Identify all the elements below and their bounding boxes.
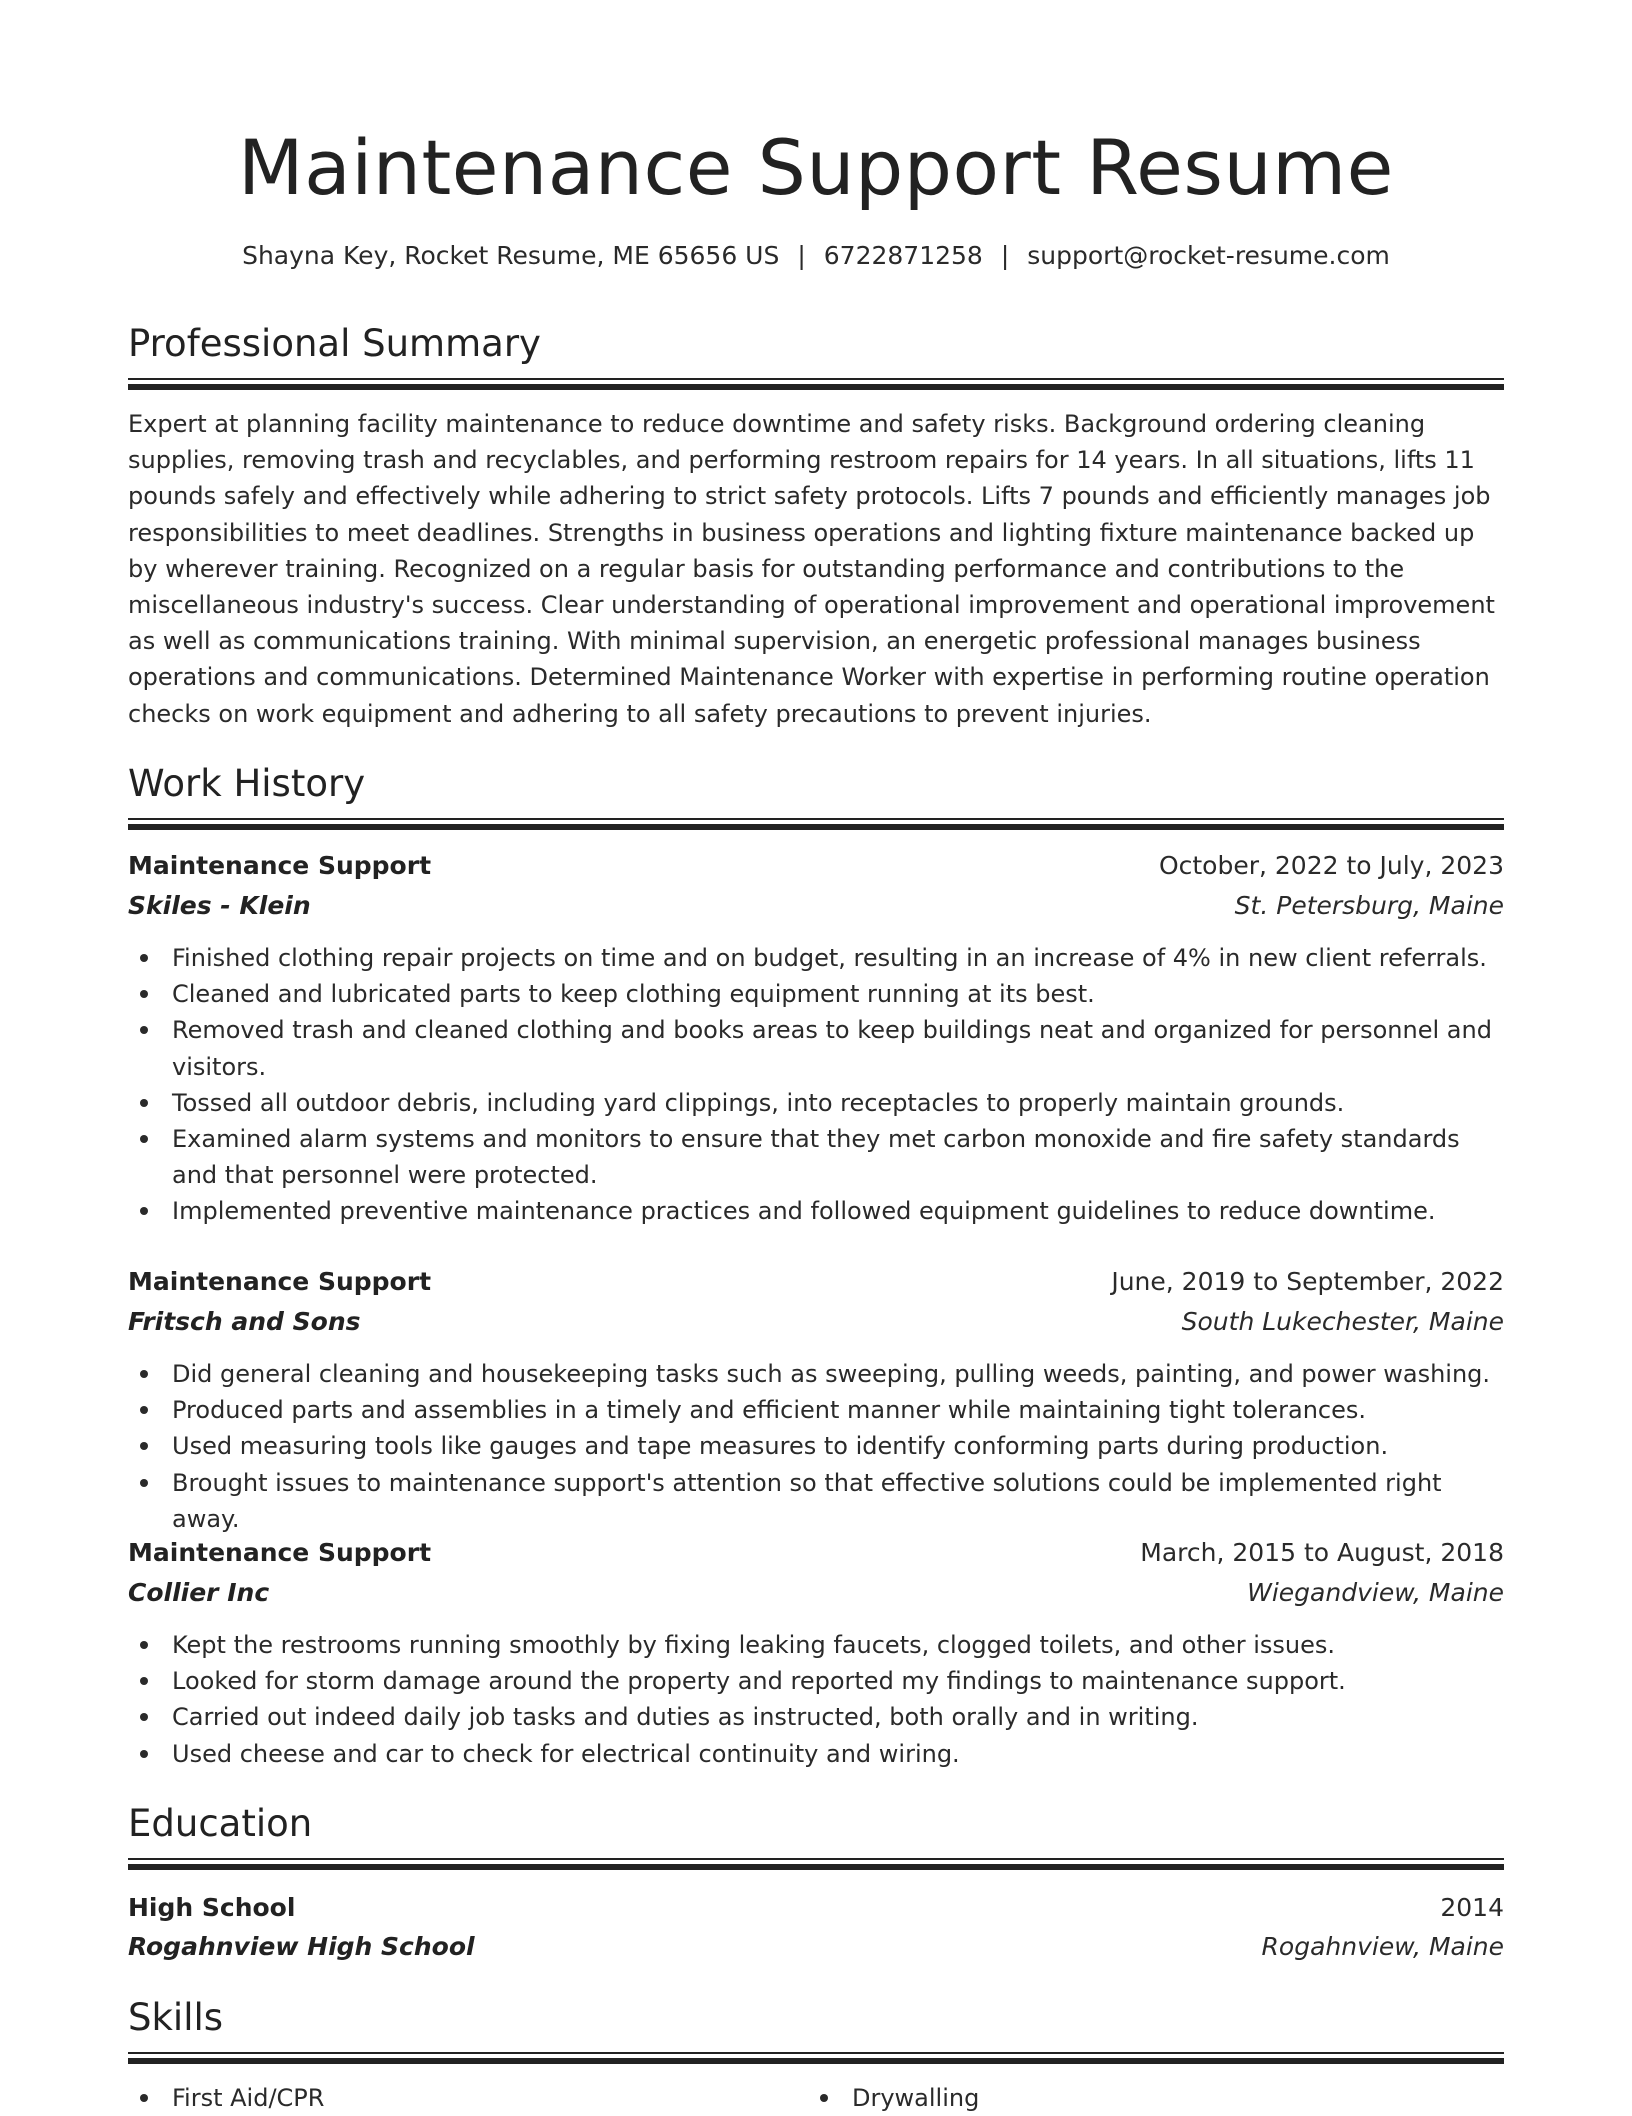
skill-label: First Aid/CPR [172,2084,325,2112]
list-item: Cleaned and lubricated parts to keep clothing equipment running at its best. [128,976,1504,1012]
job-subheader [128,1304,1504,1340]
bullet-icon [140,1207,148,1215]
job-bullets [128,940,1504,1230]
skill-label: Drywalling [852,2084,980,2112]
job-header [128,848,1504,884]
bullet-icon [140,1677,148,1685]
education-location: Rogahnview, Maine [1261,1932,1504,1961]
job-location: St. Petersburg, Maine [1234,891,1504,920]
list-item: Kept the restrooms running smoothly by fixing leaking faucets, clogged toilets, and other issues. [128,1627,1504,1663]
education-header [128,1890,1504,1926]
job-bullets [128,1356,1504,1537]
list-item: Carried out indeed daily job tasks and duties as instructed, both orally and in writing. [128,1699,1504,1735]
job-bullets [128,1627,1504,1772]
list-item: Removed trash and cleaned clothing and books areas to keep buildings neat and organized for personnel and visitors. [128,1012,1504,1084]
contact-separator: | [797,241,806,270]
section-divider [128,1858,1504,1870]
job-location: Wiegandview, Maine [1247,1578,1504,1607]
resume-title: Maintenance Support Resume [238,123,1394,212]
job-dates: June, 2019 to September, 2022 [1111,1267,1504,1296]
summary-heading: Professional Summary [128,322,541,365]
education-subheader [128,1929,1504,1965]
contact-line [128,238,1504,274]
bullet-icon [140,1099,148,1107]
bullet-icon [140,1713,148,1721]
job-dates: March, 2015 to August, 2018 [1140,1538,1504,1567]
bullet-icon [140,990,148,998]
list-item: Used cheese and car to check for electrical continuity and wiring. [128,1736,1504,1772]
education-degree: High School [128,1893,296,1922]
bullet-icon [140,1370,148,1378]
contact-separator: | [1000,241,1010,270]
section-divider [128,818,1504,830]
contact-email: support@rocket-resume.com [1027,241,1390,270]
list-item: Examined alarm systems and monitors to ensure that they met carbon monoxide and fire safety standards and that personnel were protected. [128,1121,1504,1193]
list-item: Implemented preventive maintenance practices and followed equipment guidelines to reduce downtime. [128,1193,1504,1229]
bullet-icon [140,1442,148,1450]
job-location: South Lukechester, Maine [1181,1307,1504,1336]
bullet-icon [140,2094,148,2102]
job-subheader [128,1575,1504,1611]
bullet-icon [140,1406,148,1414]
job-company: Fritsch and Sons [128,1307,361,1336]
education-school: Rogahnview High School [128,1932,475,1961]
education-heading: Education [128,1802,313,1845]
bullet-icon [140,1135,148,1143]
list-item: Finished clothing repair projects on time and on budget, resulting in an increase of 4% in new client referrals. [128,940,1504,976]
list-item: Brought issues to maintenance support's attention so that effective solutions could be implemented right away. [128,1465,1504,1537]
job-dates: October, 2022 to July, 2023 [1158,851,1504,880]
job-subheader [128,888,1504,924]
bullet-icon [140,1479,148,1487]
contact-phone: 6722871258 [823,241,983,270]
education-year: 2014 [1440,1893,1504,1922]
job-title: Maintenance Support [128,851,432,880]
bullet-icon [820,2094,828,2102]
section-divider [128,378,1504,390]
contact-address: Shayna Key, Rocket Resume, ME 65656 US [242,241,780,270]
job-company: Collier Inc [128,1578,270,1607]
bullet-icon [140,1026,148,1034]
job-company: Skiles - Klein [128,891,311,920]
bullet-icon [140,1750,148,1758]
list-item: Tossed all outdoor debris, including yard clippings, into receptacles to properly maintain grounds. [128,1085,1504,1121]
job-title: Maintenance Support [128,1267,432,1296]
job-header [128,1535,1504,1571]
job-title: Maintenance Support [128,1538,432,1567]
list-item: Used measuring tools like gauges and tape measures to identify conforming parts during production. [128,1428,1504,1464]
work-history-heading: Work History [128,762,366,805]
job-header [128,1264,1504,1300]
section-divider [128,2052,1504,2064]
list-item: Looked for storm damage around the property and reported my findings to maintenance support. [128,1663,1504,1699]
summary-text: Expert at planning facility maintenance to reduce downtime and safety risks. Background ordering cleaning supplies, removing trash and recyclables, and performing restroom repairs for 14 years. In all situations, lifts 11 pounds safely and effectively while adhering to strict safety protocols. Lifts 7 pounds and efficiently manages job responsibilities to meet deadlines. Strengths in business operations and lighting fixture maintenance backed up by wherever training. Recognized on a regular basis for outstanding performance and contributions to the miscellaneous industry's success. Clear understanding of operational improvement and operational improvement as well as communications training. With minimal supervision, an energetic professional manages business operations and communications. Determined Maintenance Worker with expertise in performing routine operation checks on work equipment and adhering to all safety precautions to prevent injuries. [128,410,1495,728]
list-item: Did general cleaning and housekeeping tasks such as sweeping, pulling weeds, painting, and power washing. [128,1356,1504,1392]
list-item: Produced parts and assemblies in a timely and efficient manner while maintaining tight tolerances. [128,1392,1504,1428]
bullet-icon [140,954,148,962]
bullet-icon [140,1641,148,1649]
skills-heading: Skills [128,1996,224,2039]
